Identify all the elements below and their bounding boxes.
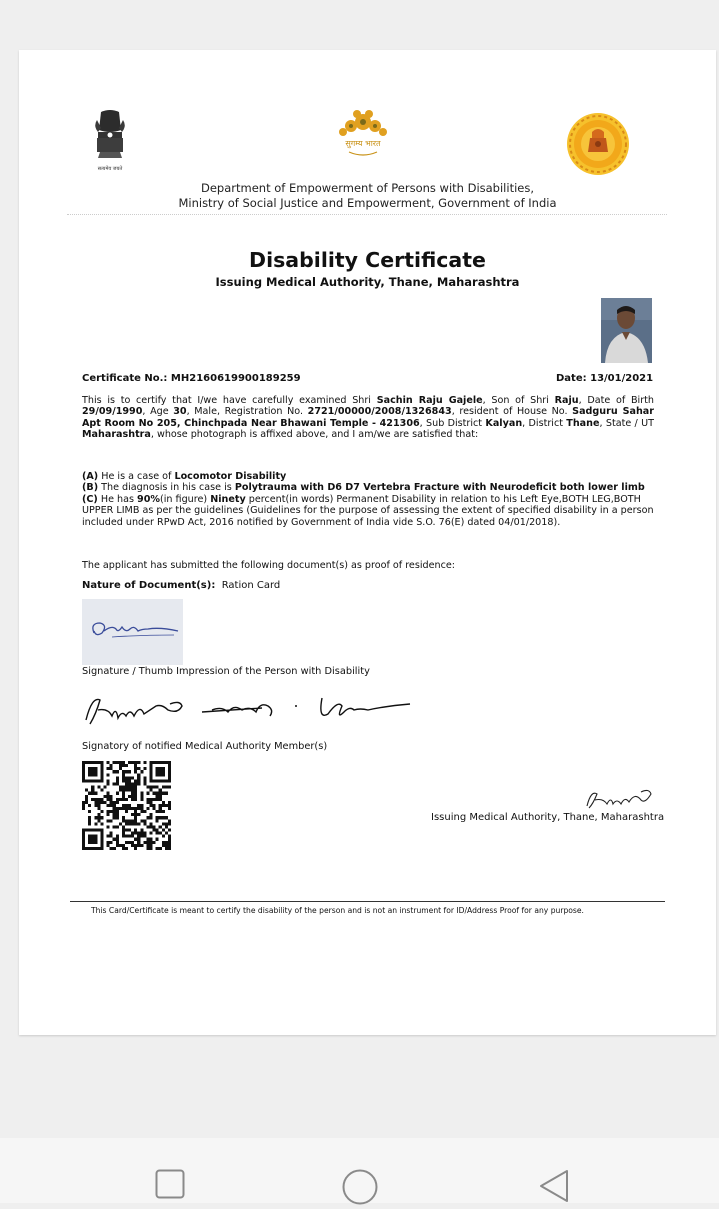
father-name: Raju [554,395,579,406]
nav-home-icon[interactable] [342,1169,378,1209]
intro-text: , Male, Registration No. [186,406,308,418]
applicant-signature [82,599,183,665]
issuing-authority-label: Issuing Medical Authority, Thane, Maharashtra [431,812,665,823]
registration-number: 2721/00000/2008/1326843 [307,406,452,418]
finding-b-label: (B) [82,482,99,494]
department-line-2: Ministry of Social Justice and Empowerment, Government of India [178,196,557,210]
system-navigation-bar [0,1138,719,1203]
applicant-photo [601,298,652,363]
finding-a [82,471,654,482]
footer-divider [70,901,665,902]
finding-c-text: (in figure) [160,493,211,505]
footer-note: This Card/Certificate is meant to certify the disability of the person and is not an instrument for ID/Address Proof for any purpose. [91,906,584,915]
findings-block [82,471,654,528]
finding-b-text: The diagnosis in his case is [98,482,235,494]
intro-text: , Age [142,406,174,418]
emblem-motto: सत्यमेव जयते [97,166,123,172]
finding-b [82,482,654,493]
medical-authority-label: Signatory of notified Medical Authority Member(s) [82,741,328,752]
diagnosis: Polytrauma with D6 D7 Vertebra Fracture with Neurodeficit both lower limb [234,482,645,494]
certificate-title: Disability Certificate [249,248,486,272]
intro-text: , Sub District [419,417,486,429]
nav-recents-icon[interactable] [155,1169,185,1203]
applicant-name: Sachin Raju Gajele [376,395,483,406]
disability-percent-words: Ninety [210,493,246,505]
address: Sadguru Sahar Apt Room No 205, Chinchpada Near Bhawani Temple - 421306 [82,406,654,429]
intro-text: , Son of Shri [482,395,555,406]
intro-text: , State / UT [599,417,654,429]
certificate-number [82,373,301,384]
certificate-subtitle: Issuing Medical Authority, Thane, Maharashtra [215,275,520,289]
intro-text: , resident of House No. [451,406,573,418]
finding-a-text: He is a case of [98,471,175,482]
finding-c [82,494,654,528]
intro-text: , whose photograph is affixed above, and I am/we are satisfied that: [150,429,479,441]
certificate-page [19,50,716,1035]
state: Maharashtra [82,429,151,441]
age: 30 [173,406,187,418]
intro-text: , District [522,417,567,429]
date-of-birth: 29/09/1990 [82,406,143,418]
finding-c-label: (C) [82,493,98,505]
finding-c-text: percent(in words) Permanent Disability in relation to his Left Eye,BOTH LEG,BOTH UPPER LIMB as per the guidelines (Guidelines for the purpose of assessing the extent of specified disability in a person included under RPwD Act, 2016 notified by Government of India vide S.O. 76(E) dated 04/01/2018). [82,493,654,528]
nav-back-icon[interactable] [538,1169,570,1207]
department-line-1: Department of Empowerment of Persons with Disabilities, [200,181,534,195]
date-value: 13/01/2021 [590,373,654,384]
maharashtra-seal-icon [566,112,630,176]
issuer-signature [579,784,659,812]
certificate-number-value: MH2160619900189259 [170,373,301,384]
document-label: Nature of Document(s): [82,580,216,591]
intro-text: , Date of Birth [578,395,654,406]
applicant-signature-label: Signature / Thumb Impression of the Person with Disability [82,666,370,677]
finding-a-label: (A) [82,471,99,482]
document-nature [82,580,654,591]
center-logo-text: सुगम्य भारत [345,139,381,148]
disability-percent: 90% [137,493,161,505]
sub-district: Kalyan [485,417,523,429]
disability-type: Locomotor Disability [174,471,287,482]
national-emblem-icon [89,108,131,176]
header-divider [67,214,667,215]
qr-code[interactable] [82,761,171,850]
accessible-india-logo-icon [331,106,395,162]
intro-text: This is to certify that I/we have carefully examined Shri [82,395,377,406]
residence-proof-text: The applicant has submitted the following document(s) as proof of residence: [82,560,455,571]
medical-authority-signatures [82,680,422,742]
certificate-number-label: Certificate No.: [82,373,168,384]
date-label: Date: [556,373,587,384]
certification-paragraph [82,395,654,441]
finding-c-text: He has [97,493,138,505]
document-value: Ration Card [221,580,281,591]
district: Thane [566,417,600,429]
certificate-date [556,373,653,384]
